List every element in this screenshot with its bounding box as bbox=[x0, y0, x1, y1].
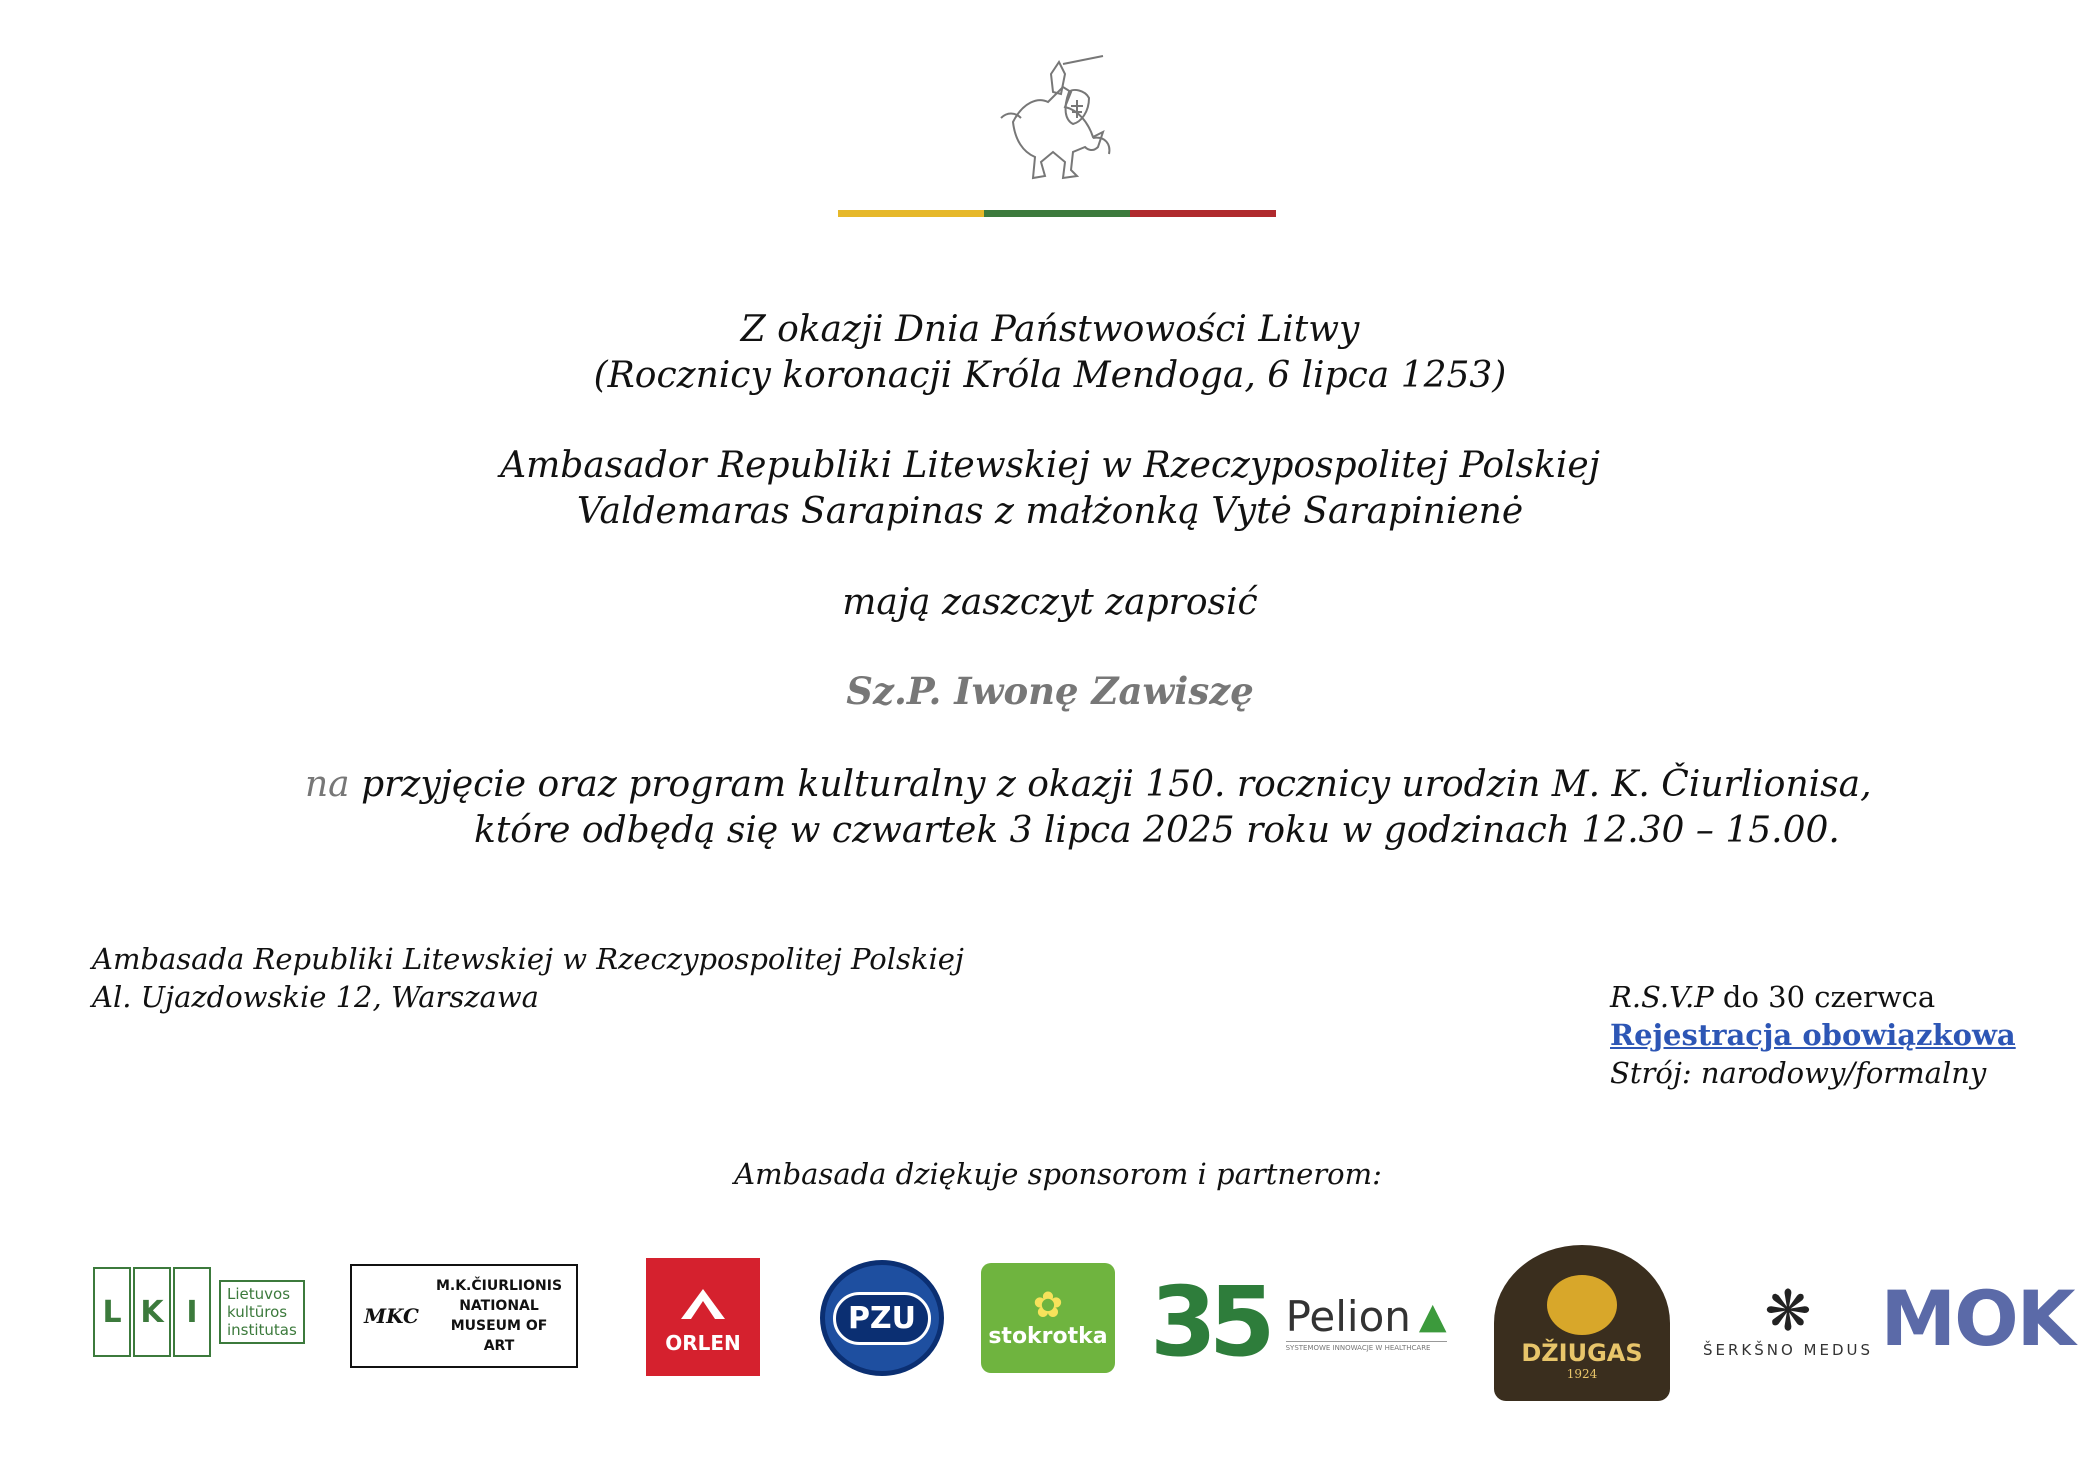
rsvp-block bbox=[1610, 978, 2016, 1092]
lki-letters bbox=[93, 1267, 211, 1357]
invite-text: mają zaszczyt zaprosić bbox=[842, 582, 1258, 623]
pelion-tagline: SYSTEMOWE INNOWACJE W HEALTHCARE bbox=[1286, 1341, 1447, 1352]
serksno-text: ŠERKŠNO MEDUS bbox=[1702, 1341, 1874, 1359]
lki-text bbox=[219, 1280, 305, 1344]
intro-line-2: (Rocznicy koronacji Króla Mendoga, 6 lipca 1253) bbox=[593, 355, 1507, 396]
dziugas-name: DŽIUGAS bbox=[1521, 1339, 1643, 1367]
event-line-2: które odbędą się w czwartek 3 lipca 2025 roku w godzinach 12.30 – 15.00. bbox=[474, 810, 1840, 851]
triangle-icon: ▲ bbox=[1418, 1296, 1447, 1337]
rsvp-deadline-line bbox=[1610, 978, 2016, 1016]
host-line-1: Ambasador Republiki Litewskiej w Rzeczypospolitej Polskiej bbox=[500, 445, 1600, 486]
ciurlionis-text-1: M.K.ČIURLIONIS bbox=[435, 1278, 563, 1294]
pzu-text: PZU bbox=[833, 1292, 931, 1345]
orlen-eagle-icon bbox=[675, 1279, 731, 1325]
flag-yellow-stripe bbox=[838, 210, 984, 217]
snowflake-icon: ❋ bbox=[1764, 1279, 1812, 1344]
pzu-badge bbox=[820, 1260, 944, 1376]
serksno-medus-logo bbox=[1700, 1272, 1876, 1370]
pelion-35-mark: 35 bbox=[1150, 1266, 1268, 1378]
flag-green-stripe bbox=[984, 210, 1130, 217]
stokrotka-logo bbox=[981, 1263, 1115, 1373]
ciurlionis-text-3: MUSEUM OF ART bbox=[450, 1318, 548, 1354]
dziugas-year: 1924 bbox=[1566, 1367, 1598, 1381]
host-block bbox=[0, 443, 2100, 535]
ciurlionis-monogram: MKC bbox=[364, 1304, 419, 1328]
stokrotka-text: stokrotka bbox=[988, 1323, 1108, 1349]
mok-text: MOK bbox=[1880, 1273, 2074, 1363]
sponsors-heading: Ambasada dziękuje sponsorom i partnerom: bbox=[734, 1157, 1382, 1191]
ciurlionis-text-2: NATIONAL bbox=[459, 1298, 539, 1314]
pzu-logo bbox=[820, 1262, 944, 1374]
event-text-1: przyjęcie oraz program kulturalny z okazji 150. rocznicy urodzin M. K. Čiurlionisa, bbox=[349, 764, 1872, 805]
orlen-text: ORLEN bbox=[665, 1331, 741, 1355]
event-prefix: na bbox=[305, 764, 350, 805]
venue-line-2: Al. Ujazdowskie 12, Warszawa bbox=[92, 980, 539, 1014]
ciurlionis-text bbox=[434, 1276, 564, 1356]
venue-line-1: Ambasada Republiki Litewskiej w Rzeczypospolitej Polskiej bbox=[92, 942, 964, 976]
event-line-1 bbox=[305, 762, 1872, 808]
lki-letter-3: I bbox=[173, 1267, 211, 1357]
mok-logo bbox=[1880, 1270, 2074, 1366]
venue-block bbox=[92, 940, 964, 1016]
daisy-icon: ✿ bbox=[1032, 1284, 1064, 1326]
rsvp-deadline: do 30 czerwca bbox=[1713, 980, 1936, 1014]
flag-red-stripe bbox=[1130, 210, 1276, 217]
guest-name: Sz.P. Iwonę Zawiszę bbox=[846, 669, 1254, 713]
pelion-wordmark bbox=[1286, 1292, 1447, 1352]
host-line-2: Valdemaras Sarapinas z małżonką Vytė Sarapinienė bbox=[576, 491, 1524, 532]
pelion-logo bbox=[1150, 1268, 1456, 1376]
dress-code: Strój: narodowy/formalny bbox=[1610, 1056, 1987, 1090]
intro-block bbox=[0, 307, 2100, 399]
ciurlionis-museum-logo bbox=[350, 1264, 578, 1368]
lki-text-3: institutas bbox=[227, 1321, 297, 1339]
lki-text-2: kultūros bbox=[227, 1303, 288, 1321]
lithuanian-flag-bar bbox=[838, 210, 1276, 217]
intro-line-1: Z okazji Dnia Państwowości Litwy bbox=[740, 309, 1360, 350]
lki-logo bbox=[93, 1262, 297, 1362]
lki-text-1: Lietuvos bbox=[227, 1285, 291, 1303]
coat-of-arms-emblem bbox=[993, 52, 1119, 184]
lki-letter-1: L bbox=[93, 1267, 131, 1357]
rsvp-label: R.S.V.P bbox=[1610, 980, 1714, 1014]
dziugas-cheese-icon bbox=[1547, 1275, 1617, 1335]
dziugas-logo bbox=[1494, 1245, 1670, 1401]
orlen-logo bbox=[646, 1258, 760, 1376]
lki-letter-2: K bbox=[133, 1267, 171, 1357]
pelion-name: Pelion bbox=[1285, 1292, 1411, 1341]
registration-link[interactable]: Rejestracja obowiązkowa bbox=[1610, 1018, 2016, 1052]
